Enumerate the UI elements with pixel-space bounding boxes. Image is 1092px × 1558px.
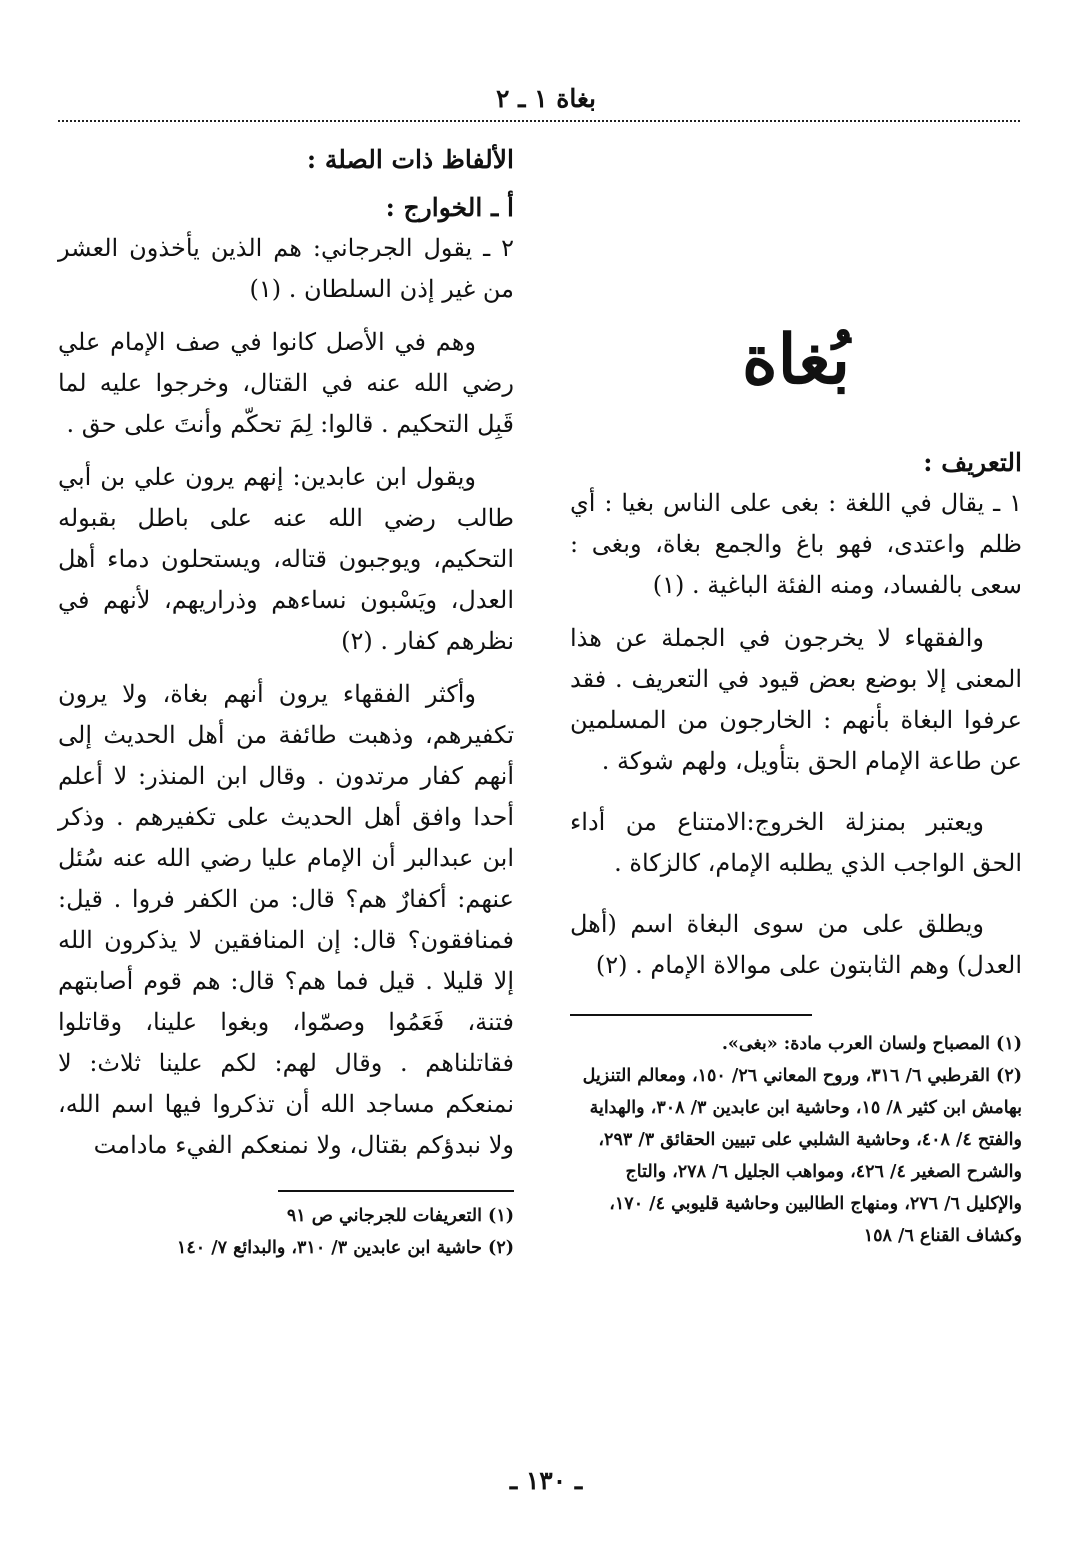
khawarij-subheading: أ ـ الخوارج : xyxy=(385,193,514,222)
running-header: بغاة ١ ـ ٢ xyxy=(495,84,597,113)
paragraph: ١ ـ يقال في اللغة : بغى على الناس بغيا : أي ظلم واعتدى، فهو باغ والجمع بغاة، وبغى : سعى بالفساد، ومنه الفئة الباغية . (١) xyxy=(570,489,1022,599)
footnote: (٢) القرطبي ٦/ ٣١٦، وروح المعاني ٢٦/ ١٥٠، ومعالم التنزيل بهامش ابن كثير ٨/ ١٥، وحاشية ابن عابدين ٣/ ٣٠٨، والهداية والفتح ٤/ ٤٠٨، وحاشية الشلبي على تبيين الحقائق ٣/ ٢٩٣، والشرح الصغير ٤/ ٤٢٦، ومواهب الجليل ٦/ ٢٧٨، والتاج والإكليل ٦/ ٢٧٦، ومنهاج الطالبين وحاشية قليوبي ٤/ ١٧٠، وكشاف القناع ٦/ ١٥٨ xyxy=(582,1066,1022,1246)
paragraph: ٢ ـ يقول الجرجاني: هم الذين يأخذون العشر من غير إذن السلطان . (١) xyxy=(58,234,514,303)
footnote-rule xyxy=(278,1190,514,1192)
footnote: (١) التعريفات للجرجاني ص ٩١ xyxy=(286,1206,514,1226)
footnote-rule xyxy=(570,1014,812,1016)
entry-title: بُغاة xyxy=(741,320,851,400)
related-terms-heading: الألفاظ ذات الصلة : xyxy=(306,145,514,174)
paragraph: والفقهاء لا يخرجون في الجملة عن هذا المعنى إلا بوضع بعض قيود في التعريف . فقد عرفوا البغاة بأنهم : الخارجون من المسلمين عن طاعة الإمام الحق بتأويل، ولهم شوكة . xyxy=(570,624,1022,775)
paragraph: ويعتبر بمنزلة الخروج:الامتناع من أداء الحق الواجب الذي يطلبه الإمام، كالزكاة . xyxy=(570,808,1022,877)
footnote: (١) المصباح ولسان العرب مادة: «بغى». xyxy=(721,1034,1022,1054)
paragraph: وأكثر الفقهاء يرون أنهم بغاة، ولا يرون تكفيرهم، وذهبت طائفة من أهل الحديث إلى أنهم كفار مرتدون . وقال ابن المنذر: لا أعلم أحدا وافق أهل الحديث على تكفيرهم . وذكر ابن عبدالبر أن الإمام عليا رضي الله عنه سُئل عنهم: أكفارٌ هم؟ قال: من الكفر فروا . قيل: فمنافقون؟ قال: إن المنافقين لا يذكرون الله إلا قليلا . قيل فما هم؟ قال: هم قوم أصابتهم فتنة، فَعَمُوا وصمّوا، وبغوا علينا، وقاتلوا فقاتلناهم . وقال لهم: لكم علينا ثلاث: لا نمنعكم مساجد الله أن تذكروا فيها اسم الله، ولا نبدؤكم بقتال، ولا نمنعكم الفيء مادامت xyxy=(58,680,514,1159)
paragraph: ويقول ابن عابدين: إنهم يرون علي بن أبي طالب رضي الله عنه على باطل بقبوله التحكيم، ويوجبون قتاله، ويستحلون دماء أهل العدل، ويَسْبون نساءهم وذراريهم، لأنهم في نظرهم كفار . (٢) xyxy=(58,463,514,655)
footnote: (٢) حاشية ابن عابدين ٣/ ٣١٠، والبدائع ٧/ ١٤٠ xyxy=(176,1238,514,1258)
right-column xyxy=(570,140,1022,1252)
paragraph: وهم في الأصل كانوا في صف الإمام علي رضي الله عنه في القتال، وخرجوا عليه لما قَبِل التحكيم . قالوا: لِمَ تحكّم وأنتَ على حق . xyxy=(58,328,514,438)
definition-heading: التعريف : xyxy=(923,448,1022,477)
left-column xyxy=(58,140,514,1264)
page-number: ـ ١٣٠ ـ xyxy=(509,1466,583,1495)
header-divider xyxy=(58,120,1020,122)
paragraph: ويطلق على من سوى البغاة اسم (أهل العدل) وهم الثابتون على موالاة الإمام . (٢) xyxy=(570,910,1022,979)
